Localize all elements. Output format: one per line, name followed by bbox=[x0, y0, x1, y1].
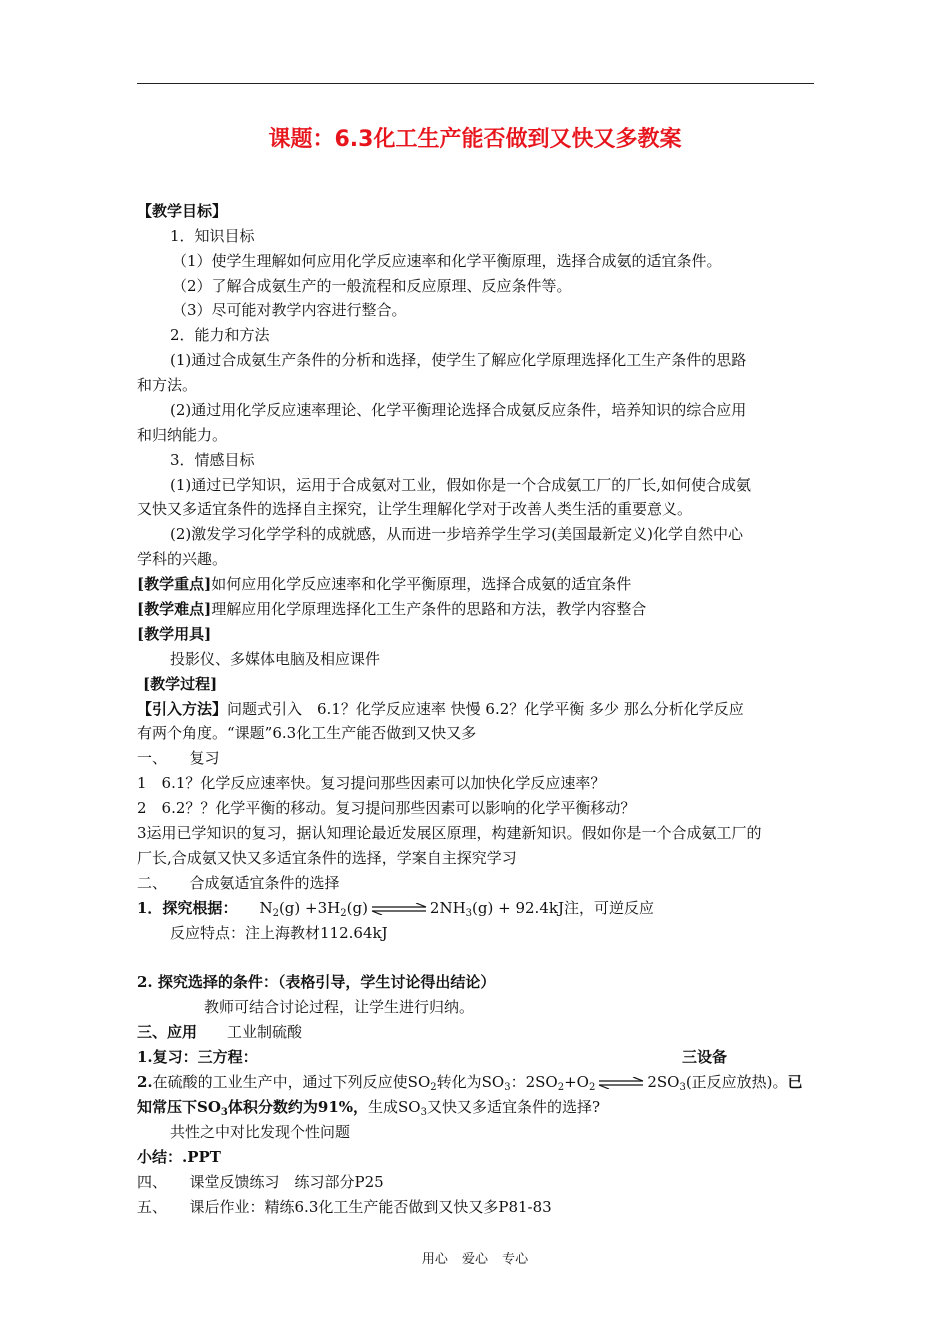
review-line: 1.复习：三方程： bbox=[137, 1048, 258, 1066]
section-heading-tools: [教学用具] bbox=[137, 625, 212, 643]
text-line: 二、 合成氨适宜条件的选择 bbox=[137, 874, 340, 892]
sulfuric-equation-line: 2.在硫酸的工业生产中，通过下列反应使$SO_2$转化为$SO_3$：$2SO_2+O_2$ $2SO_3$(正反应放热)。已 bbox=[137, 1073, 803, 1093]
text-line: （3）尽可能对教学内容进行整合。 bbox=[172, 301, 407, 319]
reversible-arrow-icon bbox=[597, 1077, 645, 1089]
text-line: 2．能力和方法 bbox=[170, 326, 270, 344]
text-line: 四、 课堂反馈练习 练习部分P25 bbox=[137, 1173, 384, 1191]
text-line: 五、 课后作业：精练6.3化工生产能否做到又快又多P81-83 bbox=[137, 1198, 552, 1216]
text-line: 3．情感目标 bbox=[170, 451, 255, 469]
application-label: 三、应用 bbox=[137, 1023, 198, 1041]
text-line: 共性之中对比发现个性问题 bbox=[170, 1123, 351, 1141]
page-footer: 用心 爱心 专心 bbox=[421, 1252, 529, 1267]
header-rule bbox=[137, 83, 814, 84]
difficulty-label: [教学难点] bbox=[137, 600, 212, 618]
text-line: 学科的兴趣。 bbox=[137, 550, 228, 568]
intro-line bbox=[137, 698, 744, 720]
text-line: 1 6.1？化学反应速率快。复习提问那些因素可以加快化学反应速率？ bbox=[137, 774, 606, 792]
key-point-text: 如何应用化学反应速率和化学平衡原理，选择合成氨的适宜条件 bbox=[211, 575, 632, 593]
text-line: （2）了解合成氨生产的一般流程和反应原理、反应条件等。 bbox=[172, 277, 572, 295]
text-line: 2 6.2？？化学平衡的移动。复习提问那些因素可以影响的化学平衡移动？ bbox=[137, 799, 636, 817]
summary-line: 小结：.PPT bbox=[137, 1148, 221, 1166]
text-line: 和方法。 bbox=[137, 376, 198, 394]
text-line: 1．知识目标 bbox=[170, 227, 255, 245]
text-line: 一、 复习 bbox=[137, 749, 220, 767]
text-line: （1）使学生理解如何应用化学反应速率和化学平衡原理，选择合成氨的适宜条件。 bbox=[172, 252, 722, 270]
key-point-line bbox=[137, 573, 631, 595]
text-line: 厂长,合成氨又快又多适宜条件的选择，学案自主探究学习 bbox=[137, 849, 517, 867]
reversible-arrow-icon bbox=[370, 903, 428, 915]
text-line: 又快又多适宜条件的选择自主探究，让学生理解化学对于改善人类生活的重要意义。 bbox=[137, 500, 693, 518]
difficulty-line bbox=[137, 598, 646, 620]
intro-text: 问题式引入 6.1？化学反应速率 快慢 6.2？化学平衡 多少 那么分析化学反应 bbox=[227, 700, 744, 718]
review-right-label: 三设备 bbox=[682, 1048, 728, 1066]
text-line: 有两个角度。“课题”6.3化工生产能否做到又快又多 bbox=[137, 724, 477, 742]
application-line bbox=[137, 1021, 302, 1043]
section-heading-objectives: 【教学目标】 bbox=[137, 202, 228, 220]
basis-label: 1．探究根据： bbox=[137, 899, 238, 917]
sulfuric-question-line: 知常压下$SO_3$体积分数约为91%，生成$SO_3$又快又多适宜条件的选择? bbox=[137, 1098, 601, 1118]
text-line: 和归纳能力。 bbox=[137, 426, 228, 444]
text-line: (2)通过用化学反应速率理论、化学平衡理论选择合成氨反应条件，培养知识的综合应用 bbox=[170, 401, 747, 419]
text-line: (1)通过已学知识，运用于合成氨对工业，假如你是一个合成氨工厂的厂长,如何使合成氨 bbox=[170, 476, 752, 494]
section-heading-conditions: 2. 探究选择的条件：（表格引导，学生讨论得出结论） bbox=[137, 973, 496, 991]
key-point-label: [教学重点] bbox=[137, 575, 212, 593]
difficulty-text: 理解应用化学原理选择化工生产条件的思路和方法，教学内容整合 bbox=[211, 600, 647, 618]
text-line: 投影仪、多媒体电脑及相应课件 bbox=[170, 650, 381, 668]
text-line: 反应特点：注上海教材112.64kJ bbox=[170, 924, 388, 942]
section-heading-process: [教学过程] bbox=[143, 675, 218, 693]
text-line: 3运用已学知识的复习，据认知理论最近发展区原理，构建新知识。假如你是一个合成氨工厂的 bbox=[137, 824, 762, 842]
page-title: 课题：6.3化工生产能否做到又快又多教案 bbox=[268, 127, 682, 152]
intro-label: 【引入方法】 bbox=[137, 700, 228, 718]
text-line: 教师可结合讨论过程，让学生进行归纳。 bbox=[204, 998, 475, 1016]
equation-line: 1．探究根据： $N_2(g) +3H_2(g) 2NH_3(g) + 92.4kJ$注，可逆反应 bbox=[137, 899, 654, 919]
application-text: 工业制硫酸 bbox=[197, 1023, 303, 1041]
eq-n: N bbox=[259, 899, 273, 917]
text-line: (1)通过合成氨生产条件的分析和选择，使学生了解应化学原理选择化工生产条件的思路 bbox=[170, 351, 747, 369]
text-line: (2)激发学习化学学科的成就感，从而进一步培养学生学习(美国最新定义)化学自然中心 bbox=[170, 525, 743, 543]
